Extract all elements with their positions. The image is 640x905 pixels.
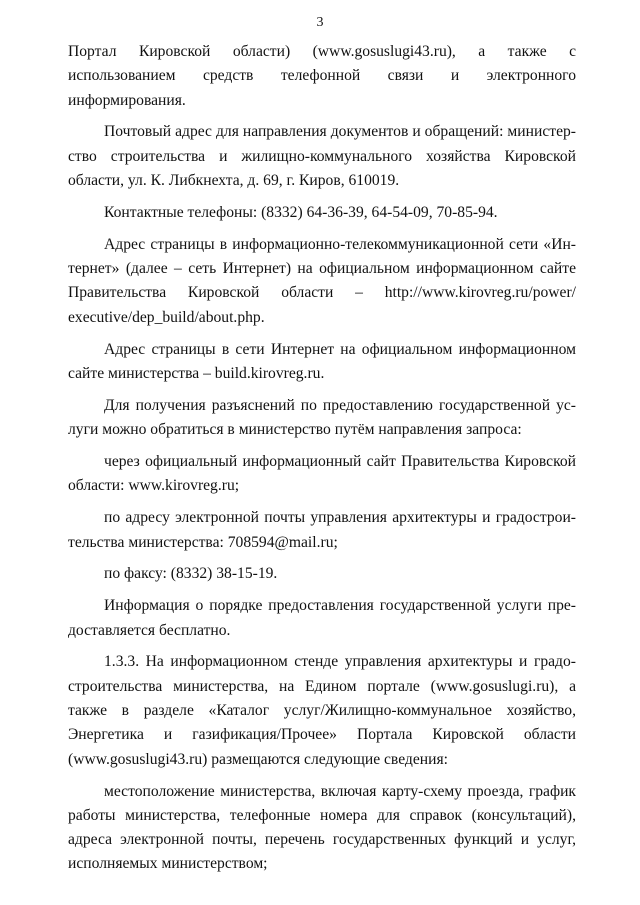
paragraph-ministry-location: местоположение министерства, включая карту-схему проезда, график работы министерства, телефонные номера для справок (консультаций), адреса электронной почты, перечень государственных функций и услуг, исполняемых министерством; bbox=[68, 782, 576, 873]
paragraph-government-site-address: Адрес страницы в информационно-телекоммуникационной сети «Интернет» (далее – сеть Интернет) на официальном информационном сайте Правительства Кировской области – http://www.kirovreg.ru/power/ executive/dep_build/about.php. bbox=[68, 235, 576, 326]
paragraph-contact-phones: Контактные телефоны: (8332) 64-36-39, 64-54-09, 70-85-94. bbox=[104, 203, 498, 221]
paragraph-portal-continuation: Портал Кировской области) (www.gosuslugi43.ru), а также с использованием средств телефонной связи и электронного информирования. bbox=[68, 43, 576, 109]
paragraph-ministry-site-address: Адрес страницы в сети Интернет на официальном информационном сайте министерства – build.kirovreg.ru. bbox=[68, 340, 576, 382]
paragraph-via-email: по адресу электронной почты управления архитектуры и градостроительства министерства: 708594@mail.ru; bbox=[68, 509, 576, 551]
paragraph-via-website: через официальный информационный сайт Правительства Кировской области: www.kirovreg.ru; bbox=[68, 453, 576, 495]
document-body bbox=[68, 40, 576, 884]
paragraph-postal-address: Почтовый адрес для направления документов и обращений: министерство строительства и жилищно-коммунального хозяйства Кировской области, ул. К. Либкнехта, д. 69, г. Киров, 610019. bbox=[68, 123, 576, 190]
paragraph-free-information: Информация о порядке предоставления государственной услуги предоставляется бесплатно. bbox=[68, 597, 576, 639]
paragraph-clarification-request: Для получения разъяснений по предоставлению государственной услуги можно обратиться в министерство путём направления запроса: bbox=[68, 396, 576, 439]
paragraph-section-1-3-3: 1.3.3. На информационном стенде управления архитектуры и градостроительства министерства, на Едином портале (www.gosuslugi.ru), а также в разделе «Каталог услуг/Жилищно-коммунальное хозяйство, Энергетика и газификация/Прочее» Портала Кировской области (www.gosuslugi43.ru) размещаются следующие сведения: bbox=[68, 653, 576, 768]
paragraph-via-fax: по факсу: (8332) 38-15-19. bbox=[104, 565, 278, 583]
page-number: 3 bbox=[316, 15, 324, 30]
